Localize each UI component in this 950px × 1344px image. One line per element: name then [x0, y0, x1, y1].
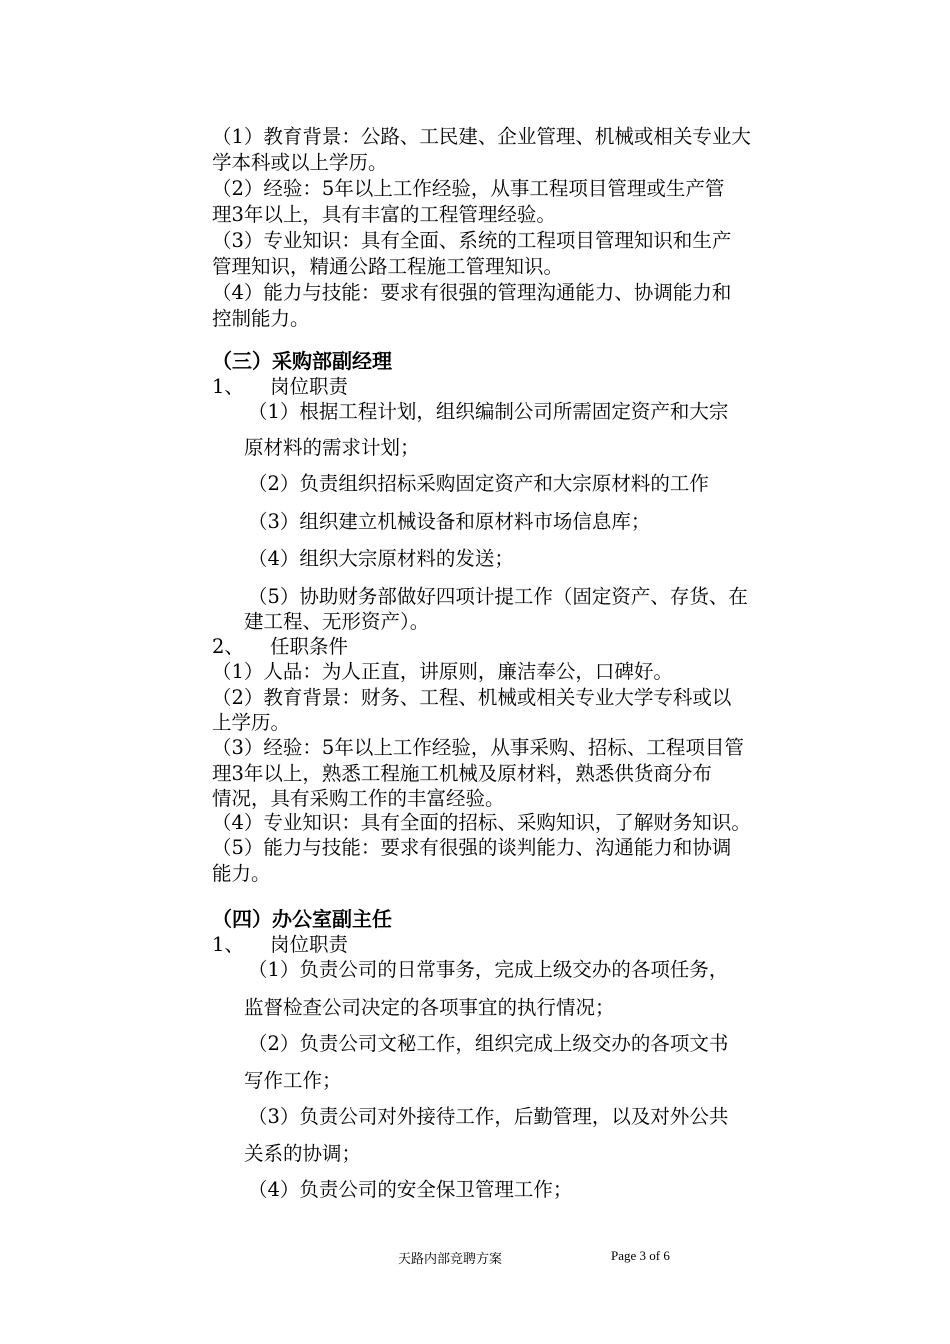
duty-line: （4）组织大宗原材料的发送；	[248, 547, 514, 570]
subsection-number: 2、	[212, 635, 244, 658]
subsection-title	[212, 634, 348, 660]
section-heading: （三）采购部副经理	[212, 349, 392, 373]
qualification-line: 控制能力。	[212, 307, 310, 330]
qualification-line: （3）专业知识：具有全面、系统的工程项目管理知识和生产	[212, 229, 732, 252]
qualification-line: （1）教育背景：公路、工民建、企业管理、机械或相关专业大	[212, 125, 751, 148]
subsection-number: 1、	[212, 375, 244, 398]
qualification-line: （2）教育背景：财务、工程、机械或相关专业大学专科或以	[212, 686, 732, 709]
qualification-line: （4）能力与技能：要求有很强的管理沟通能力、协调能力和	[212, 281, 732, 304]
duty-line: （1）根据工程计划，组织编制公司所需固定资产和大宗	[248, 400, 729, 423]
qualification-line: （2）经验：5年以上工作经验，从事工程项目管理或生产管	[212, 177, 725, 200]
section-heading: （四）办公室副主任	[212, 907, 392, 931]
duty-line: 监督检查公司决定的各项事宜的执行情况；	[244, 996, 615, 1019]
duty-line: （3）负责公司对外接待工作，后勤管理，以及对外公共	[248, 1105, 729, 1128]
duty-line: （3）组织建立机械设备和原材料市场信息库；	[248, 510, 651, 533]
subsection-number: 1、	[212, 933, 244, 956]
qualification-line: 理3年以上，熟悉工程施工机械及原材料，熟悉供货商分布	[212, 762, 712, 785]
duty-line: （1）负责公司的日常事务，完成上级交办的各项任务，	[248, 958, 729, 981]
subsection-title	[212, 932, 348, 958]
duty-line: （5）协助财务部做好四项计提工作（固定资产、存货、在	[248, 585, 748, 608]
qualification-line: 上学历。	[212, 711, 291, 734]
duty-line: （4）负责公司的安全保卫管理工作；	[248, 1178, 573, 1201]
duty-line: （2）负责组织招标采购固定资产和大宗原材料的工作	[248, 472, 709, 495]
duty-line: 关系的协调；	[244, 1142, 362, 1165]
qualification-line: （3）经验：5年以上工作经验，从事采购、招标、工程项目管	[212, 736, 744, 759]
subsection-title	[212, 374, 348, 400]
qualification-line: （1）人品：为人正直，讲原则，廉洁奉公，口碑好。	[212, 660, 673, 683]
qualification-line: 学本科或以上学历。	[212, 151, 388, 174]
qualification-line: （5）能力与技能：要求有很强的谈判能力、沟通能力和协调	[212, 836, 732, 859]
qualification-line: 理3年以上，具有丰富的工程管理经验。	[212, 203, 556, 226]
subsection-label: 岗位职责	[270, 933, 349, 956]
footer-doc-title: 天路内部竞聘方案	[398, 1251, 503, 1266]
qualification-line: 情况，具有采购工作的丰富经验。	[212, 787, 505, 810]
duty-line: 原材料的需求计划；	[244, 436, 420, 459]
duty-line: 写作工作；	[244, 1069, 342, 1092]
qualification-line: （4）专业知识：具有全面的招标、采购知识，了解财务知识。	[212, 811, 751, 834]
subsection-label: 任职条件	[270, 635, 349, 658]
subsection-label: 岗位职责	[270, 375, 349, 398]
qualification-line: 管理知识，精通公路工程施工管理知识。	[212, 255, 564, 278]
footer-page-number: Page 3 of 6	[611, 1248, 670, 1263]
duty-line: （2）负责公司文秘工作，组织完成上级交办的各项文书	[248, 1032, 729, 1055]
qualification-line: 能力。	[212, 862, 271, 885]
duty-line: 建工程、无形资产）。	[244, 610, 430, 633]
